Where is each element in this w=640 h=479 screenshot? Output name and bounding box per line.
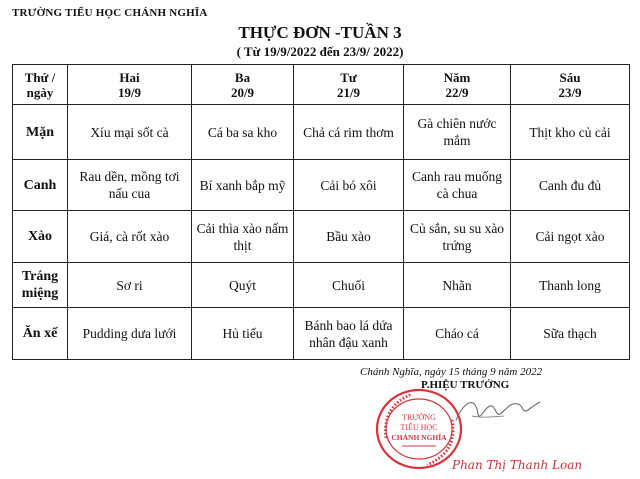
day-date: 19/9 <box>117 84 142 100</box>
date-range: ( Từ 19/9/2022 đến 23/9/ 2022) <box>236 44 404 59</box>
day-date: 23/9 <box>558 84 582 100</box>
menu-cell: Thịt kho củ cải <box>511 105 630 160</box>
day-header-wednesday <box>294 65 404 105</box>
menu-cell: Hủ tiếu <box>192 308 294 360</box>
menu-cell: Chả cá rim thơm <box>294 105 404 160</box>
signing-dateline: Chánh Nghĩa, ngày 15 tháng 9 năm 2022 <box>360 366 543 378</box>
menu-cell: Pudding dưa lưới <box>68 308 192 360</box>
menu-cell: Thanh long <box>511 263 630 308</box>
menu-cell: Canh đu đủ <box>511 160 630 211</box>
menu-cell: Xíu mại sốt cà <box>68 105 192 160</box>
day-date: 20/9 <box>230 84 255 100</box>
seal-text: CHÁNH NGHĨA <box>391 433 447 442</box>
day-date: 22/9 <box>445 84 469 100</box>
menu-cell: Cải thìa xào nấm thịt <box>192 211 294 263</box>
table-row <box>13 105 630 160</box>
day-header-thursday <box>404 65 511 105</box>
day-name: Tư <box>340 69 357 85</box>
corner-header <box>13 65 68 105</box>
menu-cell: Cá ba sa kho <box>192 105 294 160</box>
menu-cell: Bí xanh bắp mỹ <box>192 160 294 211</box>
day-name: Sáu <box>559 69 581 85</box>
signer-name: Phan Thị Thanh Loan <box>452 458 583 472</box>
menu-cell: Sơ ri <box>68 263 192 308</box>
day-date: 21/9 <box>336 84 361 100</box>
corner-line: ngày <box>26 84 54 100</box>
menu-cell: Giá, cà rốt xào <box>68 211 192 263</box>
school-name: TRƯỜNG TIỂU HỌC CHÁNH NGHĨA <box>12 7 208 19</box>
menu-cell: Củ sắn, su su xào trứng <box>404 211 511 263</box>
row-label-line: Tráng <box>21 269 59 284</box>
menu-title: THỰC ĐƠN -TUẦN 3 <box>238 23 402 42</box>
day-name: Hai <box>119 69 140 85</box>
menu-cell: Bánh bao lá dứa nhân đậu xanh <box>294 308 404 360</box>
day-header-tuesday <box>192 65 294 105</box>
day-name: Năm <box>443 69 471 85</box>
menu-cell: Gà chiên nước mắm <box>404 105 511 160</box>
seal-text: TIỂU HỌC <box>400 423 438 432</box>
signer-role: P.HIỆU TRƯỞNG <box>421 379 510 391</box>
handwritten-signature <box>452 392 542 428</box>
row-label-man: Mặn <box>13 105 68 160</box>
table-row <box>13 160 630 211</box>
menu-cell: Cháo cá <box>404 308 511 360</box>
row-label-line: miệng <box>21 286 59 301</box>
header-row <box>13 65 630 105</box>
menu-cell: Rau dền, mồng tơi nấu cua <box>68 160 192 211</box>
row-label-trang-mieng <box>13 263 68 308</box>
row-label-an-xe: Ăn xế <box>13 308 68 360</box>
day-name: Ba <box>234 69 251 85</box>
table-row <box>13 263 630 308</box>
row-label-xao: Xào <box>13 211 68 263</box>
seal-text: TRƯỜNG <box>402 413 436 422</box>
menu-cell: Canh rau muống cà chua <box>404 160 511 211</box>
menu-cell: Bầu xào <box>294 211 404 263</box>
menu-cell: Sữa thạch <box>511 308 630 360</box>
menu-table <box>12 64 630 360</box>
menu-cell: Chuối <box>294 263 404 308</box>
menu-cell: Cải ngọt xào <box>511 211 630 263</box>
day-header-friday <box>511 65 630 105</box>
table-row <box>13 211 630 263</box>
row-label-canh: Canh <box>13 160 68 211</box>
corner-line: Thứ / <box>24 69 56 85</box>
menu-cell: Cải bó xôi <box>294 160 404 211</box>
menu-cell: Nhãn <box>404 263 511 308</box>
table-row <box>13 308 630 360</box>
day-header-monday <box>68 65 192 105</box>
menu-cell: Quýt <box>192 263 294 308</box>
